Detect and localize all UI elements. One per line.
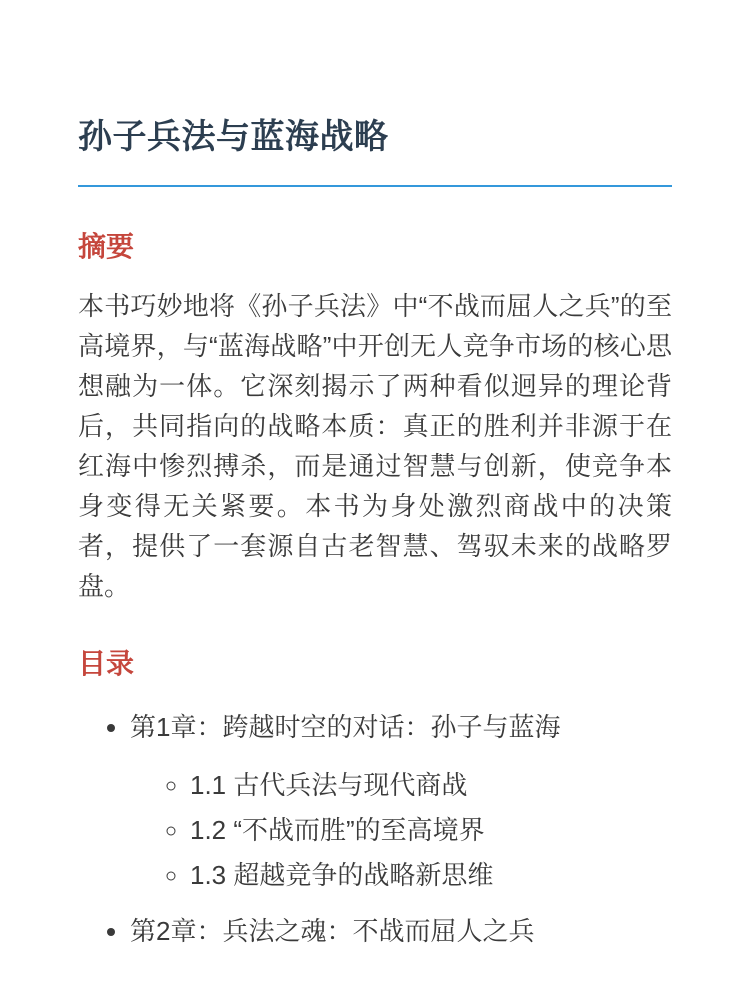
toc-list xyxy=(78,707,672,951)
toc-chapter-1-sublist xyxy=(130,765,672,895)
toc-subitem-1-1: ◦ 1.1 古代兵法与现代商战 xyxy=(190,765,672,805)
summary-paragraph: 本书巧妙地将《孙子兵法》中“不战而屈人之兵”的至高境界，与“蓝海战略”中开创无人竞争市场的核心思想融为一体。它深刻揭示了两种看似迥异的理论背后，共同指向的战略本质：真正的胜利并非源于在红海中惨烈搏杀，而是通过智慧与创新，使竞争本身变得无关紧要。本书为身处激烈商战中的决策者，提供了一套源自古老智慧、驾驭未来的战略罗盘。 xyxy=(78,290,672,601)
toc-subitem-1-2: ◦ 1.2 “不战而胜”的至高境界 xyxy=(190,810,672,850)
toc-chapter-2 xyxy=(130,911,672,951)
toc-chapter-2-label: 第2章：兵法之魂：不战而屈人之兵 xyxy=(130,915,535,946)
toc-chapter-1 xyxy=(130,707,672,895)
toc-subitem-1-3: ◦ 1.3 超越竞争的战略新思维 xyxy=(190,855,672,895)
page-title: 孙子兵法与蓝海战略 xyxy=(78,116,672,187)
summary-heading: 摘要 xyxy=(78,230,135,262)
toc-chapter-1-label: 第1章：跨越时空的对话：孙子与蓝海 xyxy=(130,711,561,742)
toc-heading: 目录 xyxy=(78,647,135,679)
